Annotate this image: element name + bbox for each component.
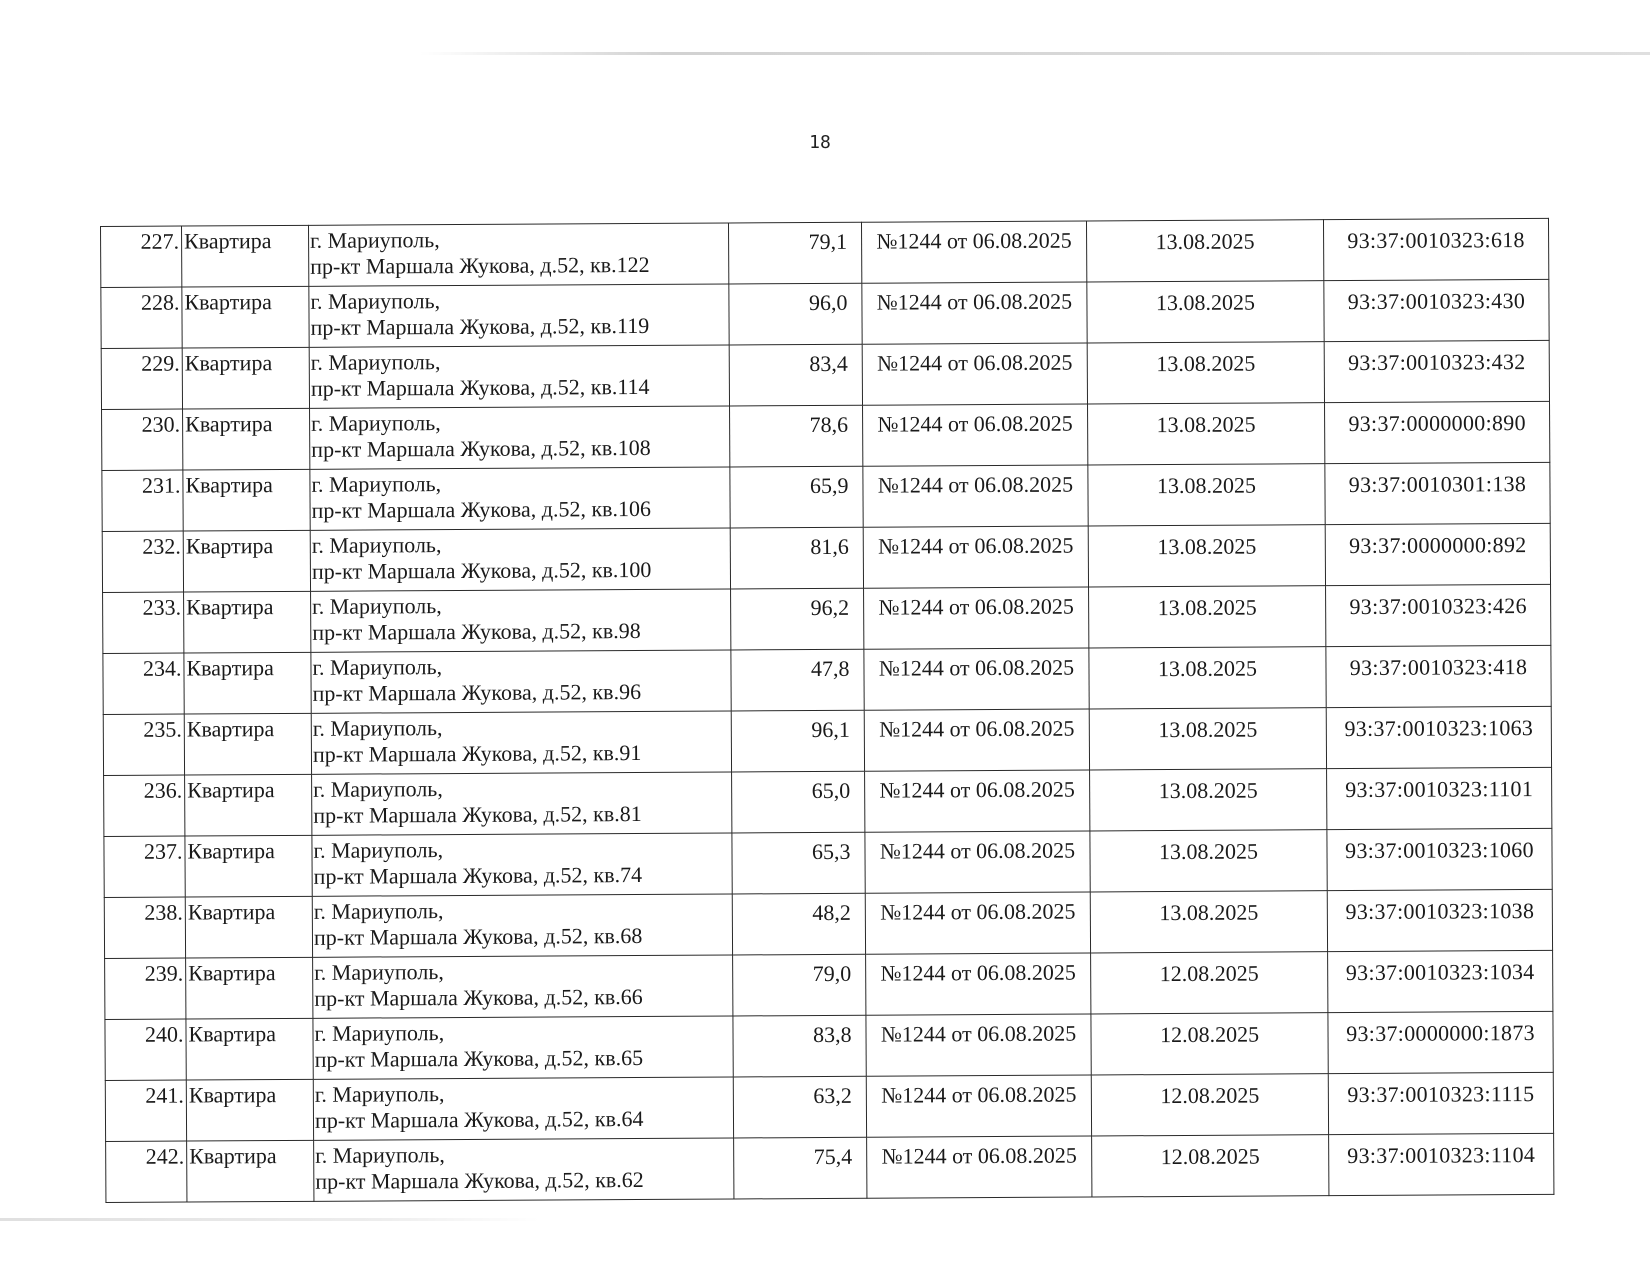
property-type-cell: Квартира [186,957,313,1019]
address-cell [310,528,730,591]
address-street: пр-кт Маршала Жукова, д.52, кв.108 [311,434,651,462]
property-type-cell: Квартира [184,652,311,714]
address-cell [308,223,728,286]
address-street: пр-кт Маршала Жукова, д.52, кв.74 [313,861,643,889]
area-cell: 96,2 [731,588,864,650]
address-street: пр-кт Маршала Жукова, д.52, кв.64 [314,1105,644,1133]
address-street: пр-кт Маршала Жукова, д.52, кв.91 [312,739,642,767]
cadastral-number-cell: 93:37:0010323:1101 [1327,767,1552,829]
property-type-cell: Квартира [185,896,312,958]
row-number-cell: 231. [102,470,183,531]
address-city: г. Мариуполь, [315,1142,445,1168]
property-type-cell: Квартира [183,469,310,531]
date-cell: 13.08.2025 [1089,708,1326,770]
table-row [102,523,1550,592]
table-body [101,218,1554,1202]
order-cell: №1244 от 06.08.2025 [866,1075,1091,1137]
address-street: пр-кт Маршала Жукова, д.52, кв.119 [310,312,650,340]
order-cell: №1244 от 06.08.2025 [865,892,1090,954]
address-street: пр-кт Маршала Жукова, д.52, кв.65 [314,1044,644,1072]
address-city: г. Мариуполь, [311,532,442,558]
area-cell: 75,4 [734,1137,867,1199]
property-type-cell: Квартира [186,1018,313,1080]
table-row [102,462,1550,531]
property-type-cell: Квартира [184,591,311,653]
cadastral-number-cell: 93:37:0010323:1104 [1329,1133,1554,1195]
address-street: пр-кт Маршала Жукова, д.52, кв.96 [312,678,642,706]
table-row [104,767,1552,836]
address-cell [313,1077,733,1140]
order-cell: №1244 от 06.08.2025 [863,526,1088,588]
row-number-cell: 230. [102,409,183,470]
table-row [105,1072,1553,1141]
row-number-cell: 232. [102,531,183,592]
area-cell: 96,0 [729,283,862,345]
row-number-cell: 236. [104,775,185,836]
table-row [103,584,1551,653]
address-cell [313,1016,733,1079]
address-cell [312,894,732,957]
address-city: г. Мариуполь, [311,410,441,436]
order-cell: №1244 от 06.08.2025 [864,587,1089,649]
date-cell: 12.08.2025 [1091,1074,1328,1136]
scan-artifact-bottom [0,1218,540,1221]
date-cell: 13.08.2025 [1090,891,1327,953]
area-cell: 83,4 [729,344,862,406]
property-type-cell: Квартира [184,713,311,775]
address-street: пр-кт Маршала Жукова, д.52, кв.66 [314,983,643,1011]
address-city: г. Мариуполь, [313,898,444,924]
address-street: пр-кт Маршала Жукова, д.52, кв.62 [315,1166,644,1194]
table-row [103,706,1551,775]
row-number-cell: 233. [103,592,184,653]
table-row [105,1011,1553,1080]
row-number-cell: 237. [104,836,185,897]
address-cell [311,711,731,774]
address-city: г. Мариуполь, [312,715,443,741]
address-cell [313,955,733,1018]
row-number-cell: 229. [101,348,182,409]
order-cell: №1244 от 06.08.2025 [863,404,1088,466]
scan-artifact-top [420,52,1650,55]
cadastral-number-cell: 93:37:0010323:1115 [1328,1072,1553,1134]
table-row [106,1133,1554,1202]
address-street: пр-кт Маршала Жукова, д.52, кв.114 [310,373,650,401]
address-cell [309,345,729,408]
area-cell: 81,6 [730,527,863,589]
cadastral-number-cell: 93:37:0010323:430 [1324,279,1549,341]
area-cell: 78,6 [730,405,863,467]
cadastral-number-cell: 93:37:0000000:890 [1325,401,1550,463]
property-type-cell: Квартира [182,286,309,348]
cadastral-number-cell: 93:37:0010323:618 [1323,218,1548,280]
row-number-cell: 228. [101,287,182,348]
property-type-cell: Квартира [185,835,312,897]
address-street: пр-кт Маршала Жукова, д.52, кв.100 [311,556,652,584]
address-city: г. Мариуполь, [313,776,443,802]
table-row [101,340,1549,409]
property-type-cell: Квартира [182,347,309,409]
address-street: пр-кт Маршала Жукова, д.52, кв.98 [312,617,641,645]
address-cell [312,772,732,835]
area-cell: 79,0 [733,954,866,1016]
area-cell: 65,9 [730,466,863,528]
address-cell [312,833,732,896]
table-row [101,218,1549,287]
order-cell: №1244 от 06.08.2025 [865,770,1090,832]
row-number-cell: 238. [104,897,185,958]
page-number: 18 [809,132,831,153]
date-cell: 13.08.2025 [1088,403,1325,465]
address-city: г. Мариуполь, [310,288,441,314]
address-city: г. Мариуполь, [314,1081,445,1107]
table-row [101,279,1549,348]
address-city: г. Мариуполь, [310,349,441,375]
order-cell: №1244 от 06.08.2025 [864,709,1089,771]
property-type-cell: Квартира [185,774,312,836]
property-type-cell: Квартира [182,225,309,287]
address-city: г. Мариуполь, [314,1020,445,1046]
order-cell: №1244 от 06.08.2025 [862,282,1087,344]
date-cell: 13.08.2025 [1086,220,1323,282]
address-street: пр-кт Маршала Жукова, д.52, кв.122 [310,251,650,279]
property-registry-table [100,218,1554,1203]
date-cell: 13.08.2025 [1088,464,1325,526]
address-city: г. Мариуполь, [311,471,442,497]
area-cell: 83,8 [733,1015,866,1077]
table-row [103,645,1551,714]
property-type-cell: Квартира [183,408,310,470]
row-number-cell: 239. [105,958,186,1019]
area-cell: 47,8 [731,649,864,711]
order-cell: №1244 от 06.08.2025 [866,1014,1091,1076]
date-cell: 12.08.2025 [1091,1013,1328,1075]
row-number-cell: 227. [101,226,182,287]
date-cell: 13.08.2025 [1089,647,1326,709]
table-row [104,828,1552,897]
property-type-cell: Квартира [186,1079,313,1141]
address-cell [314,1138,734,1201]
address-city: г. Мариуполь, [313,837,444,863]
date-cell: 12.08.2025 [1092,1135,1329,1197]
date-cell: 13.08.2025 [1090,830,1327,892]
order-cell: №1244 от 06.08.2025 [866,953,1091,1015]
address-street: пр-кт Маршала Жукова, д.52, кв.68 [313,922,643,950]
row-number-cell: 240. [105,1019,186,1080]
table-row [104,889,1552,958]
cadastral-number-cell: 93:37:0010323:432 [1324,340,1549,402]
row-number-cell: 235. [103,714,184,775]
area-cell: 65,0 [732,771,865,833]
date-cell: 13.08.2025 [1090,769,1327,831]
property-type-cell: Квартира [183,530,310,592]
address-cell [309,284,729,347]
area-cell: 63,2 [733,1076,866,1138]
address-city: г. Мариуполь, [312,593,442,619]
area-cell: 65,3 [732,832,865,894]
row-number-cell: 242. [106,1141,187,1202]
cadastral-number-cell: 93:37:0010323:1038 [1327,889,1552,951]
address-city: г. Мариуполь, [314,959,444,985]
order-cell: №1244 от 06.08.2025 [865,831,1090,893]
area-cell: 96,1 [731,710,864,772]
address-cell [310,467,730,530]
order-cell: №1244 от 06.08.2025 [861,221,1086,283]
date-cell: 13.08.2025 [1087,342,1324,404]
address-cell [310,406,730,469]
address-street: пр-кт Маршала Жукова, д.52, кв.81 [313,800,642,828]
address-city: г. Мариуполь, [310,227,440,253]
address-street: пр-кт Маршала Жукова, д.52, кв.106 [311,495,652,523]
cadastral-number-cell: 93:37:0010323:1034 [1328,950,1553,1012]
address-city: г. Мариуполь, [312,654,443,680]
order-cell: №1244 от 06.08.2025 [864,648,1089,710]
order-cell: №1244 от 06.08.2025 [867,1136,1092,1198]
date-cell: 13.08.2025 [1088,525,1325,587]
cadastral-number-cell: 93:37:0000000:1873 [1328,1011,1553,1073]
table-row [105,950,1553,1019]
date-cell: 13.08.2025 [1087,281,1324,343]
cadastral-number-cell: 93:37:0010323:1063 [1326,706,1551,768]
address-cell [311,650,731,713]
cadastral-number-cell: 93:37:0010323:418 [1326,645,1551,707]
address-cell [311,589,731,652]
order-cell: №1244 от 06.08.2025 [862,343,1087,405]
area-cell: 48,2 [732,893,865,955]
area-cell: 79,1 [728,222,861,284]
property-type-cell: Квартира [187,1140,314,1202]
order-cell: №1244 от 06.08.2025 [863,465,1088,527]
cadastral-number-cell: 93:37:0010323:426 [1326,584,1551,646]
date-cell: 12.08.2025 [1091,952,1328,1014]
date-cell: 13.08.2025 [1089,586,1326,648]
cadastral-number-cell: 93:37:0010301:138 [1325,462,1550,524]
row-number-cell: 234. [103,653,184,714]
table-row [102,401,1550,470]
row-number-cell: 241. [105,1080,186,1141]
cadastral-number-cell: 93:37:0010323:1060 [1327,828,1552,890]
cadastral-number-cell: 93:37:0000000:892 [1325,523,1550,585]
